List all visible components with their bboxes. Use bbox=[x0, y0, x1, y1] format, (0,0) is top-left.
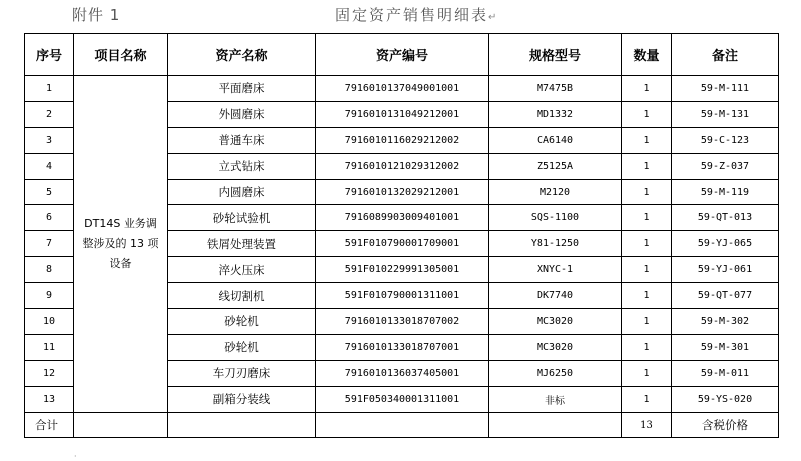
header-qty: 数量 bbox=[622, 34, 672, 76]
row-note: 59-M-301 bbox=[672, 334, 779, 360]
row-qty: 1 bbox=[622, 76, 672, 102]
row-index: 5 bbox=[25, 179, 74, 205]
total-empty-cell bbox=[168, 412, 316, 438]
row-index: 13 bbox=[25, 386, 74, 412]
row-index: 1 bbox=[25, 76, 74, 102]
header-note: 备注 bbox=[672, 34, 779, 76]
row-asset-code: 7916010137049001001 bbox=[316, 76, 489, 102]
row-spec: MJ6250 bbox=[489, 360, 622, 386]
row-asset-code: 7916010136037405001 bbox=[316, 360, 489, 386]
table-header-row bbox=[25, 34, 779, 76]
row-qty: 1 bbox=[622, 283, 672, 309]
row-qty: 1 bbox=[622, 386, 672, 412]
row-spec: CA6140 bbox=[489, 127, 622, 153]
row-index: 8 bbox=[25, 257, 74, 283]
row-asset-name: 砂轮机 bbox=[168, 309, 316, 335]
row-asset-name: 铁屑处理装置 bbox=[168, 231, 316, 257]
total-empty-cell bbox=[74, 412, 168, 438]
row-spec: Z5125A bbox=[489, 153, 622, 179]
row-asset-name: 砂轮试验机 bbox=[168, 205, 316, 231]
row-asset-code: 591F050340001311001 bbox=[316, 386, 489, 412]
paragraph-dot: · bbox=[74, 452, 77, 461]
header-spec: 规格型号 bbox=[489, 34, 622, 76]
row-spec: M2120 bbox=[489, 179, 622, 205]
row-note: 59-M-119 bbox=[672, 179, 779, 205]
row-note: 59-M-011 bbox=[672, 360, 779, 386]
row-note: 59-QT-013 bbox=[672, 205, 779, 231]
total-label: 合计 bbox=[25, 412, 74, 438]
row-asset-name: 外圆磨床 bbox=[168, 101, 316, 127]
row-asset-name: 平面磨床 bbox=[168, 76, 316, 102]
row-asset-name: 副箱分装线 bbox=[168, 386, 316, 412]
row-spec: XNYC-1 bbox=[489, 257, 622, 283]
header-asset-name: 资产名称 bbox=[168, 34, 316, 76]
row-qty: 1 bbox=[622, 179, 672, 205]
row-asset-code: 7916089903009401001 bbox=[316, 205, 489, 231]
title-text: 固定资产销售明细表 bbox=[335, 6, 489, 24]
row-asset-code: 591F010790001311001 bbox=[316, 283, 489, 309]
paragraph-mark-icon: ↵ bbox=[488, 12, 499, 23]
row-index: 12 bbox=[25, 360, 74, 386]
total-row bbox=[25, 412, 779, 438]
row-qty: 1 bbox=[622, 101, 672, 127]
row-asset-code: 7916010116029212002 bbox=[316, 127, 489, 153]
row-asset-code: 7916010121029312002 bbox=[316, 153, 489, 179]
total-note: 含税价格 bbox=[672, 412, 779, 438]
row-spec: M7475B bbox=[489, 76, 622, 102]
total-empty-cell bbox=[316, 412, 489, 438]
row-qty: 1 bbox=[622, 153, 672, 179]
row-qty: 1 bbox=[622, 309, 672, 335]
row-spec: SQS-1100 bbox=[489, 205, 622, 231]
row-note: 59-QT-077 bbox=[672, 283, 779, 309]
row-spec: 非标 bbox=[489, 386, 622, 412]
row-spec: MC3020 bbox=[489, 309, 622, 335]
asset-sales-table bbox=[24, 33, 779, 438]
row-spec: Y81-1250 bbox=[489, 231, 622, 257]
project-name-cell: DT14S 业务调整涉及的 13 项设备 bbox=[74, 76, 168, 413]
row-asset-name: 线切割机 bbox=[168, 283, 316, 309]
table-row bbox=[25, 76, 779, 102]
row-asset-code: 7916010133018707002 bbox=[316, 309, 489, 335]
row-spec: MD1332 bbox=[489, 101, 622, 127]
row-asset-name: 车刀刃磨床 bbox=[168, 360, 316, 386]
row-asset-name: 淬火压床 bbox=[168, 257, 316, 283]
header-asset-code: 资产编号 bbox=[316, 34, 489, 76]
row-index: 3 bbox=[25, 127, 74, 153]
row-asset-code: 7916010133018707001 bbox=[316, 334, 489, 360]
row-qty: 1 bbox=[622, 360, 672, 386]
row-qty: 1 bbox=[622, 205, 672, 231]
total-empty-cell bbox=[489, 412, 622, 438]
row-spec: MC3020 bbox=[489, 334, 622, 360]
row-asset-code: 591F010790001709001 bbox=[316, 231, 489, 257]
header-project: 项目名称 bbox=[74, 34, 168, 76]
row-note: 59-YJ-065 bbox=[672, 231, 779, 257]
row-qty: 1 bbox=[622, 127, 672, 153]
row-note: 59-M-131 bbox=[672, 101, 779, 127]
row-asset-name: 砂轮机 bbox=[168, 334, 316, 360]
row-note: 59-M-111 bbox=[672, 76, 779, 102]
row-qty: 1 bbox=[622, 334, 672, 360]
row-note: 59-YJ-061 bbox=[672, 257, 779, 283]
row-spec: DK7740 bbox=[489, 283, 622, 309]
attachment-label: 附件 1 bbox=[72, 6, 121, 24]
row-note: 59-YS-020 bbox=[672, 386, 779, 412]
row-index: 4 bbox=[25, 153, 74, 179]
row-asset-code: 591F010229991305001 bbox=[316, 257, 489, 283]
row-note: 59-M-302 bbox=[672, 309, 779, 335]
row-note: 59-Z-037 bbox=[672, 153, 779, 179]
total-qty: 13 bbox=[622, 412, 672, 438]
row-qty: 1 bbox=[622, 257, 672, 283]
row-asset-code: 7916010131049212001 bbox=[316, 101, 489, 127]
row-index: 2 bbox=[25, 101, 74, 127]
row-asset-name: 普通车床 bbox=[168, 127, 316, 153]
page-title bbox=[335, 4, 498, 25]
row-asset-code: 7916010132029212001 bbox=[316, 179, 489, 205]
row-index: 11 bbox=[25, 334, 74, 360]
row-index: 6 bbox=[25, 205, 74, 231]
row-index: 9 bbox=[25, 283, 74, 309]
header-index: 序号 bbox=[25, 34, 74, 76]
row-asset-name: 立式钻床 bbox=[168, 153, 316, 179]
row-qty: 1 bbox=[622, 231, 672, 257]
row-note: 59-C-123 bbox=[672, 127, 779, 153]
row-index: 10 bbox=[25, 309, 74, 335]
row-asset-name: 内圆磨床 bbox=[168, 179, 316, 205]
row-index: 7 bbox=[25, 231, 74, 257]
